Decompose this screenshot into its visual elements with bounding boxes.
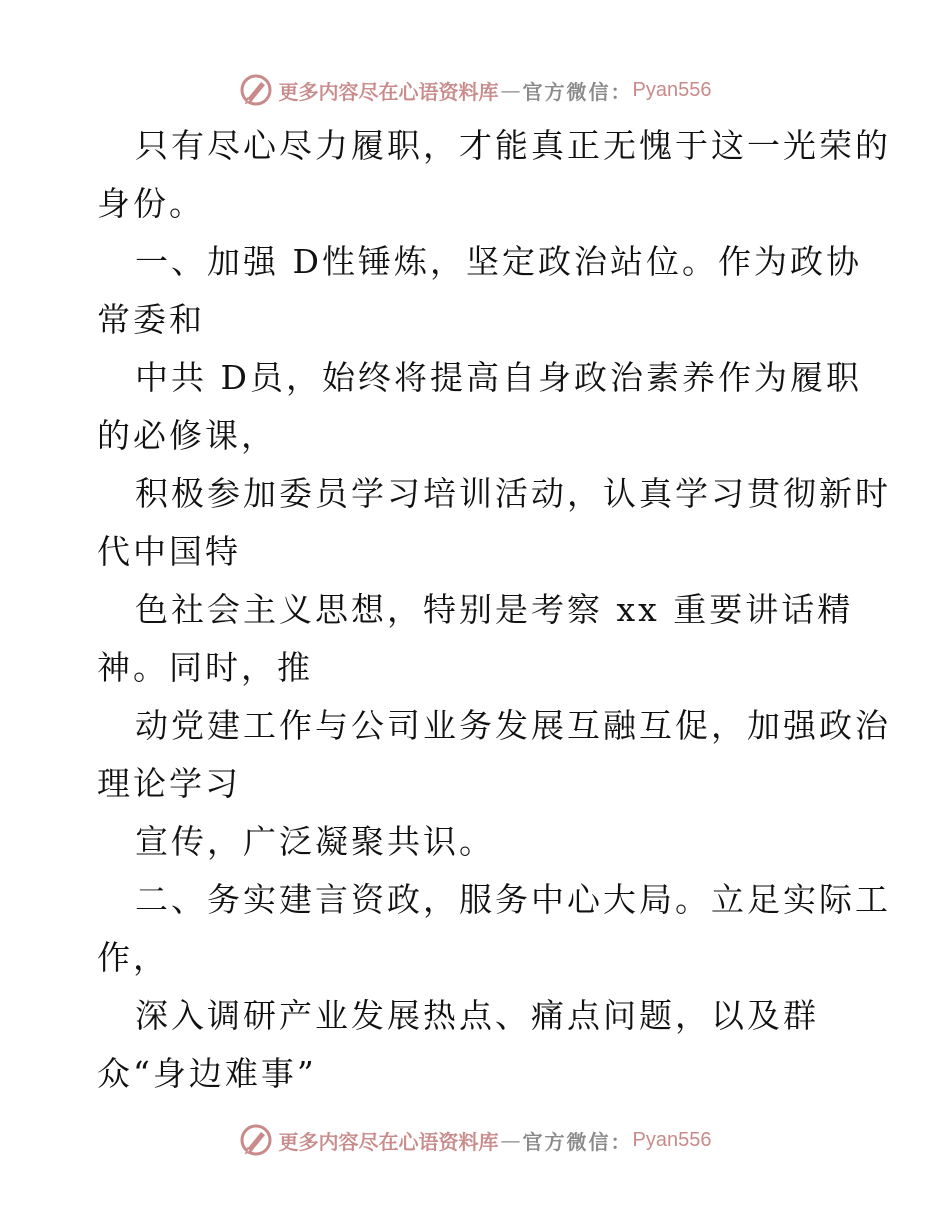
body-line: 常委和 xyxy=(97,300,205,339)
pen-logo-icon xyxy=(239,73,273,107)
body-line: 代中国特 xyxy=(97,532,241,571)
body-line: 众“身边难事” xyxy=(97,1054,317,1093)
watermark-brand: 更多内容尽在心语资料库 xyxy=(278,79,499,104)
watermark-brand: 更多内容尽在心语资料库 xyxy=(278,1129,499,1154)
body-line: 宣传，广泛凝聚共识。 xyxy=(135,822,495,861)
body-line: 作， xyxy=(97,938,169,977)
watermark-separator: — xyxy=(500,78,521,102)
watermark-separator: — xyxy=(500,1128,521,1152)
body-line: 深入调研产业发展热点、痛点问题，以及群 xyxy=(135,996,819,1035)
body-line: 动党建工作与公司业务发展互融互促，加强政治 xyxy=(135,706,891,745)
watermark-wechat-label: 官方微信： xyxy=(522,79,633,104)
body-line: 二、务实建言资政，服务中心大局。立足实际工 xyxy=(135,880,891,919)
body-line: 身份。 xyxy=(97,184,205,223)
footer-watermark xyxy=(0,1120,950,1160)
body-line: 中共 D员，始终将提高自身政治素养作为履职 xyxy=(135,358,862,397)
body-line: 理论学习 xyxy=(97,764,241,803)
body-line: 色社会主义思想，特别是考察 xx 重要讲话精 xyxy=(135,590,854,629)
watermark-wechat-id: Pyan556 xyxy=(632,78,712,101)
body-line: 一、加强 D性锤炼，坚定政治站位。作为政协 xyxy=(135,242,862,281)
body-line: 神。同时，推 xyxy=(97,648,313,687)
body-line: 积极参加委员学习培训活动，认真学习贯彻新时 xyxy=(135,474,891,513)
watermark-wechat-label: 官方微信： xyxy=(522,1129,633,1154)
watermark-wechat-id: Pyan556 xyxy=(632,1128,712,1151)
body-line: 只有尽心尽力履职，才能真正无愧于这一光荣的 xyxy=(135,126,891,165)
pen-logo-icon xyxy=(239,1123,273,1157)
header-watermark xyxy=(0,70,950,110)
body-line: 的必修课， xyxy=(97,416,277,455)
